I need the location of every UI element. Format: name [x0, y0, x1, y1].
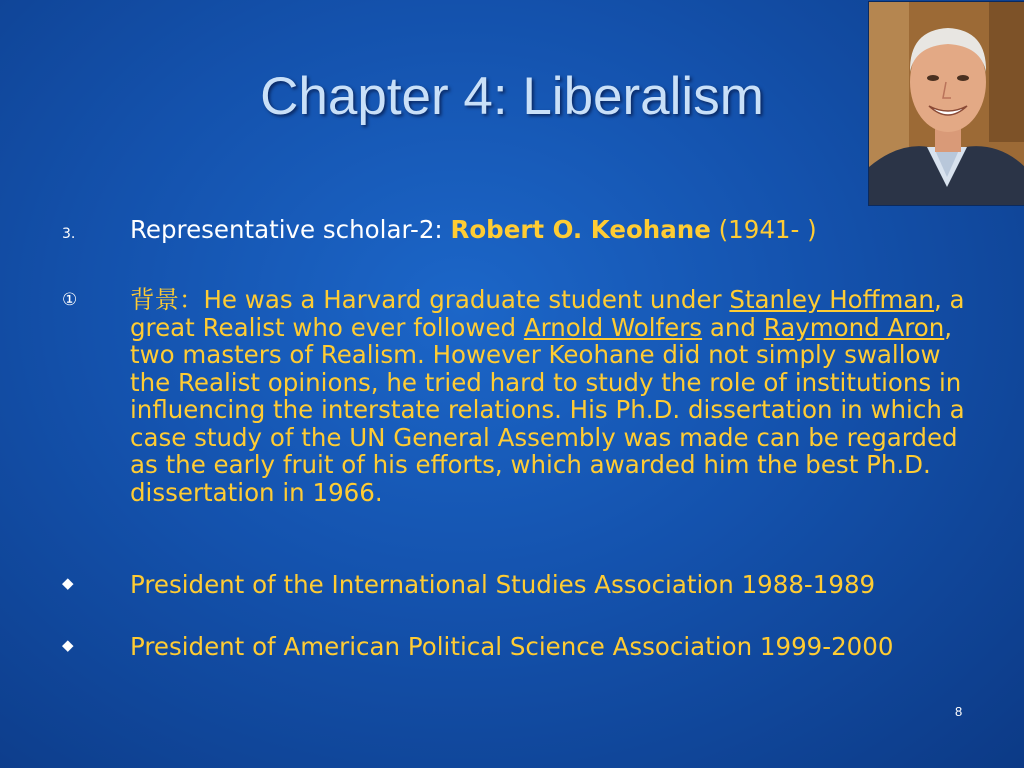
scholar-prefix: Representative scholar-2:: [130, 215, 451, 244]
scholar-name: Robert O. Keohane: [450, 215, 711, 244]
link-arnold-wolfers[interactable]: Arnold Wolfers: [523, 312, 703, 342]
portrait-photo: [868, 1, 1024, 206]
page-number: 8: [955, 704, 963, 719]
link-stanley-hoffman[interactable]: Stanley Hoffman: [729, 285, 934, 314]
diamond-bullet-icon: ◆: [62, 574, 74, 592]
scholar-line: [130, 216, 980, 244]
diamond-bullet-icon: ◆: [62, 636, 74, 654]
background-label: 背景：: [130, 285, 204, 314]
bullet-text: President of the International Studies Association 1988-1989: [130, 570, 876, 599]
list-number: 3.: [62, 226, 76, 242]
slide-title: Chapter 4: Liberalism: [260, 67, 764, 126]
bullet-text: President of American Political Science Association 1999-2000: [130, 632, 894, 661]
circled-one-marker: ①: [62, 290, 78, 310]
background-text: 背景：He was a Harvard graduate student under Stanley Hoffman, a great Realist who ever followed Arnold Wolfers and Raymond Aron, two masters of Realism. However Keohane did not simply swallow the Realist opinions, he tried hard to study the role of institutions in influencing the interstate relations. His Ph.D. dissertation in which a case study of the UN General Assembly was made can be regarded as the early fruit of his efforts, which awarded him the best Ph.D. dissertation in 1966.: [130, 285, 965, 507]
scholar-years: (1941- ): [710, 215, 817, 244]
link-raymond-aron[interactable]: Raymond Aron: [763, 312, 945, 342]
